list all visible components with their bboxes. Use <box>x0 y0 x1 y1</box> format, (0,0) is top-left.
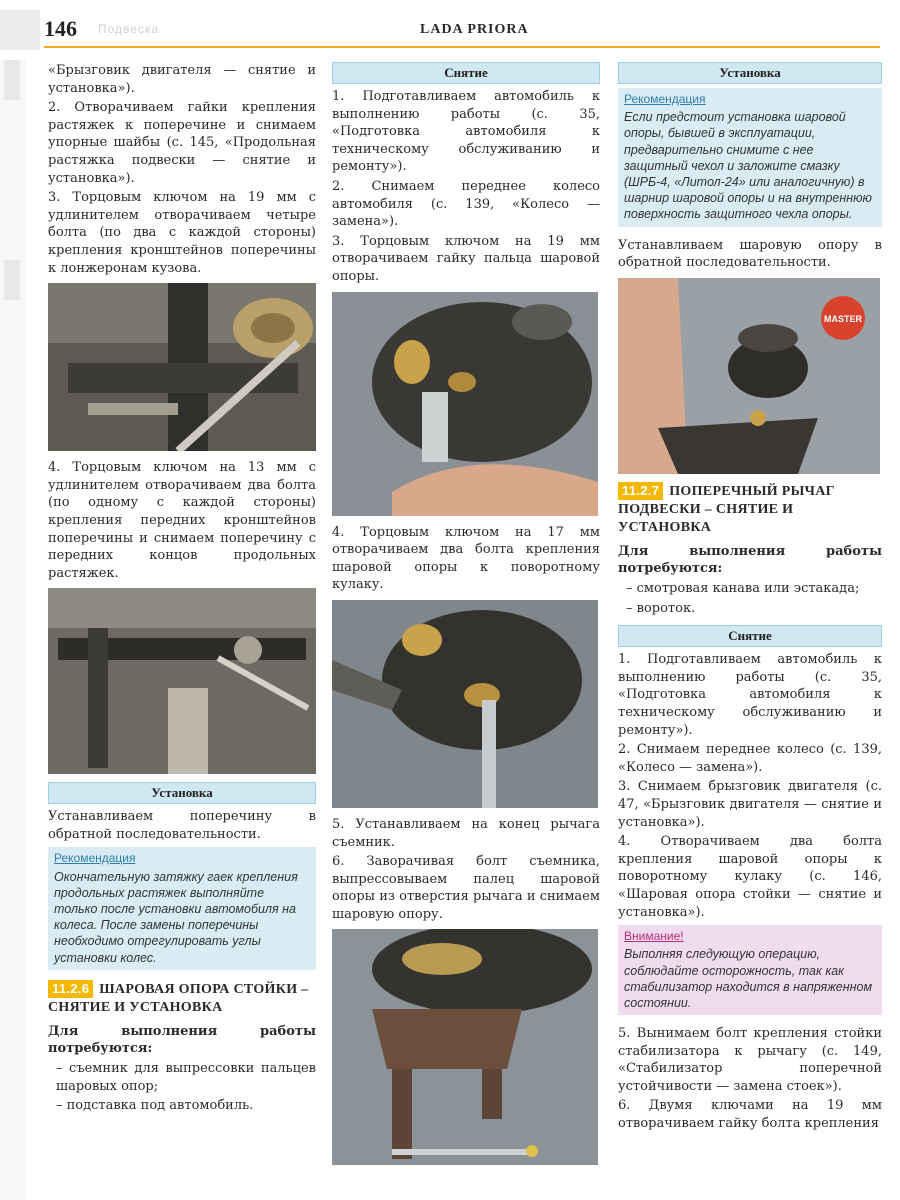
note-title: Рекомендация <box>624 92 706 106</box>
paragraph: 3. Торцовым ключом на 19 мм с удлинителем отворачиваем четыре болта (по два с каждой стороны) крепления кронштейнов поперечины к лонжеронам кузова. <box>48 190 316 276</box>
photo-crossmember-bolts <box>48 283 316 451</box>
paragraph: «Брызговик двигателя — снятие и установка»). <box>48 63 316 96</box>
photo-ball-joint-install <box>618 278 880 474</box>
list-item: – съемник для выпрессовки пальцев шаровых опор; <box>56 1061 316 1094</box>
paragraph: 2. Снимаем переднее колесо автомобиля (с. 139, «Колесо — замена»). <box>332 178 600 230</box>
section-bar-install: Установка <box>48 782 316 804</box>
warning-text: Выполняя следующую операцию, соблюдайте осторожность, так как стабилизатор находится в напряженном состоянии. <box>624 947 873 1010</box>
list-item: – подставка под автомобиль. <box>56 1098 254 1114</box>
photo-ball-joint-nut <box>332 292 598 516</box>
paragraph: 1. Подготавливаем автомобиль к выполнению работы (с. 35, «Подготовка автомобиля к техническому обслуживанию и ремонту»). <box>332 89 600 175</box>
note-text: Окончательную затяжку гаек крепления продольных растяжек выполняйте только после установки автомобиля на колеса. После замены поперечины необходимо отрегулировать углы установки колес. <box>54 869 298 965</box>
paragraph: 3. Снимаем брызговик двигателя (с. 47, «Брызговик двигателя — снятие и установка»). <box>618 779 882 830</box>
photo-puller <box>332 929 598 1165</box>
note-title: Рекомендация <box>54 851 136 866</box>
photo-crossmember-front <box>48 588 316 774</box>
paragraph: 2. Снимаем переднее колесо (с. 139, «Колесо — замена»). <box>618 742 882 775</box>
section-title: ШАРОВАЯ ОПОРА СТОЙКИ – СНЯТИЕ И УСТАНОВКА <box>48 981 309 1015</box>
warning-note <box>618 925 882 1015</box>
header-tab <box>0 10 40 50</box>
section-heading-11-2-6 <box>48 980 316 1017</box>
recommendation-note <box>618 88 882 227</box>
paragraph: Устанавливаем шаровую опору в обратной последовательности. <box>618 237 882 271</box>
section-title: ПОПЕРЕЧНЫЙ РЫЧАГ ПОДВЕСКИ – СНЯТИЕ И УСТАНОВКА <box>618 483 835 535</box>
list-item: – вороток. <box>626 600 696 616</box>
section-heading-11-2-7 <box>618 482 882 537</box>
warning-title: Внимание! <box>624 929 684 944</box>
page-number: 146 <box>44 16 77 41</box>
column-left <box>48 62 316 1117</box>
list-item: – смотровая канава или эстакада; <box>626 581 860 596</box>
side-strip <box>0 60 26 1200</box>
note-text: Если предстоит установка шаровой опоры, бывшей в эксплуатации, предварительно снимите с нее защитный чехол и заложите смазку (ШРБ-4, «Литол-24» или аналогичную) в шарнир шаровой опоры и на внутреннюю поверхность защитного чехла опоры. <box>624 110 872 222</box>
paragraph: 4. Торцовым ключом на 17 мм отворачиваем два болта крепления шаровой опоры к поворотному кулаку. <box>332 524 600 593</box>
header-ghost-text: Подвеска <box>98 22 160 36</box>
paragraph: 3. Торцовым ключом на 19 мм отворачиваем гайку пальца шаровой опоры. <box>332 233 600 284</box>
paragraph: 2. Отворачиваем гайки крепления растяжек к поперечине и снимаем упорные шайбы (с. 145, «Продольная растяжка подвески — снятие и установка»). <box>48 100 316 186</box>
requirements-label: Для выполнения работы потребуются: <box>48 1023 316 1057</box>
section-badge: 11.2.7 <box>618 482 663 500</box>
section-bar-removal-2: Снятие <box>618 625 882 647</box>
column-right <box>618 62 882 1135</box>
page-header <box>0 0 900 50</box>
paragraph: 1. Подготавливаем автомобиль к выполнению работы (с. 35, «Подготовка автомобиля к техническому обслуживанию и ремонту»). <box>618 652 882 738</box>
paragraph: Устанавливаем поперечину в обратной последовательности. <box>48 809 316 842</box>
side-mark <box>4 60 20 100</box>
paragraph: 5. Устанавливаем на конец рычага съемник. <box>332 816 600 850</box>
section-badge: 11.2.6 <box>48 980 93 998</box>
section-bar-install-2: Установка <box>618 62 882 84</box>
requirements-label: Для выполнения работы потребуются: <box>618 543 882 577</box>
photo-ball-joint-bolts <box>332 600 598 808</box>
side-mark <box>4 260 20 300</box>
paragraph: 4. Отворачиваем два болта крепления шаровой опоры к поворотному кулаку (с. 146, «Шаровая опора стойки — снятие и установка»). <box>618 834 882 920</box>
master-badge: MASTER <box>824 313 862 324</box>
section-bar-removal: Снятие <box>332 62 600 84</box>
recommendation-note <box>48 847 316 969</box>
paragraph: 6. Заворачивая болт съемника, выпрессовываем палец шаровой опоры из отверстия рычага и снимаем шаровую опору. <box>332 854 600 922</box>
paragraph: 4. Торцовым ключом на 13 мм с удлинителем отворачиваем два болта (по одному с каждой стороны) крепления передних кронштейнов поперечины и снимаем поперечину с передних концов продольных растяжек. <box>48 460 316 581</box>
paragraph: 5. Вынимаем болт крепления стойки стабилизатора к рычагу (с. 149, «Стабилизатор поперечной устойчивости — замена стоек»). <box>618 1026 882 1094</box>
header-rule <box>44 46 880 48</box>
paragraph: 6. Двумя ключами на 19 мм отворачиваем гайку болта крепления <box>618 1098 882 1132</box>
header-title: LADA PRIORA <box>420 22 529 37</box>
column-middle <box>332 62 600 1173</box>
